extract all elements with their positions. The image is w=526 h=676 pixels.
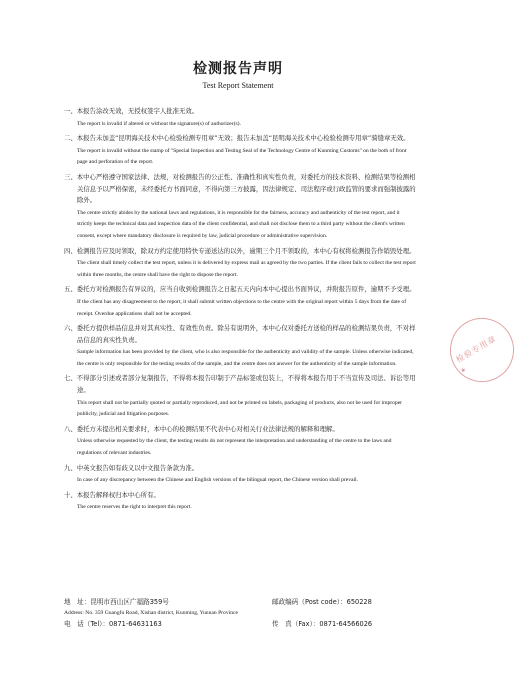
statement-en: If the client has any disagreement to the report, it shall submit written objections to the centre with the original report within 5 days from the date of receipt. Overdue applications shall not be accepted. (77, 298, 407, 317)
address-row (64, 597, 416, 608)
statement-en: The report is invalid without the stamp of "Special Inspection and Testing Seal of the Technology Centre of Kunming Customs" on the both of front page and perforation of the report. (77, 147, 407, 166)
official-seal-stamp (438, 306, 525, 393)
statement-item-4 (64, 246, 416, 282)
statement-zh: 四、检测报告应及时领取，除双方约定使用特快专递送达的以外，逾期三个月不领取的，本中心有权将检测报告作销毁处理。 (64, 246, 416, 255)
fax: 传 真（Fax）：0871-64566026 (272, 620, 373, 628)
statement-en: The client shall timely collect the test report, unless it is delivered by express mail as agreed by the two parties. If the client fails to collect the test report within three months, the centre shall have the right to dispose the report. (77, 260, 416, 278)
address-en-row (64, 608, 416, 619)
statement-zh: 八、委托方未提出相关要求时，本中心的检测结果不代表中心对相关行业法律法规的解释和理解。 (64, 424, 339, 433)
stamp-star-icon: ★ (459, 366, 468, 375)
statement-item-7 (64, 373, 416, 420)
statement-en: The centre reserves the right to interpret this report. (77, 504, 192, 511)
statement-zh: 九、中英文报告如有歧义以中文报告条款为准。 (64, 463, 199, 472)
address-en: Address: No. 359 Guangfu Road, Xishan district, Kunming, Yunnan Province (64, 610, 238, 616)
postcode: 邮政编码（Post code）：650228 (272, 598, 372, 606)
phone-row (64, 619, 416, 630)
statement-list (64, 106, 416, 517)
contact-footer (64, 597, 416, 630)
phone: 电 话（Tel）：0871-64631163 (64, 620, 162, 628)
stamp-text: 检验专用章 (454, 334, 499, 365)
statement-zh: 五、委托方对检测报告有异议的，应当自收到检测报告之日起五天内向本中心提出书面异议，并附报告原件，逾期不予受理。 (64, 285, 416, 294)
statement-en: In case of any discrepancy between the Chinese and English versions of the bilingual report, the Chinese version shall prevail. (77, 477, 358, 484)
statement-item-9 (64, 463, 416, 487)
statement-zh: 一、本报告涂改无效，无授权签字人批准无效。 (64, 107, 199, 115)
statement-en: Sample information has been provided by the client, who is also responsible for the authenticity and validity of the sample. Unless otherwise indicated, the centre is only responsible for the testing results of the sample, and the centre does not answer for the authenticity of the sample information. (77, 349, 414, 367)
page-title: 检测报告声明 (193, 61, 283, 77)
page-subtitle: Test Report Statement (202, 81, 274, 90)
statement-zh: 三、本中心严格遵守国家法律、法规，对检测报告的公正性、准确性和真实性负责，对委托方的技术资料、检测结果等检测相关信息予以严格保密，未经委托方书面同意，不得向第三方披露，因法律规定、司法程序或行政监管的要求而强制披露的除外。 (64, 172, 416, 205)
statement-en: Unless otherwise requested by the client, the testing results do not represent the interpretation and understanding of the centre to the laws and regulations of relevant industries. (77, 438, 392, 457)
statement-zh: 七、不得部分引述或者部分复制报告，不得将本报告印制于产品标签或包装上，不得将本报告用于不当宣传及司法、诉讼等用途。 (64, 374, 416, 395)
statement-item-8 (64, 424, 416, 460)
statement-zh: 二、本报告未加盖“昆明海关技术中心检验检测专用章”无效；报告未加盖“昆明海关技术中心检验检测专用章”骑缝章无效。 (64, 134, 410, 143)
statement-item-3 (64, 172, 416, 243)
statement-item-2 (64, 133, 416, 169)
statement-en: The report is invalid if altered or without the signature(s) of authorizer(s). (77, 120, 241, 127)
statement-item-6 (64, 323, 416, 370)
statement-en: This report shall not be partially quoted or partially reproduced, and not be printed on labels, packaging of products, also not be used for improper publicity, judicial and litigation purposes. (77, 399, 403, 418)
statement-item-5 (64, 284, 416, 320)
statement-item-1 (64, 106, 416, 130)
statement-en: The centre strictly abides by the national laws and regulations, it is responsible for the fairness, accuracy and authenticity of the test report, and it strictly keeps the technical data and inspection data of the client confidential, and shall not disclose them to a third party without the client's written consent, except where mandatory disclosure is required by law, judicial procedure or administrative supervision. (77, 209, 405, 239)
address-zh: 地 址：昆明市西山区广福路359号 (64, 598, 169, 606)
statement-zh: 六、委托方提供样品信息并对其真实性、有效性负责。除另有说明外，本中心仅对委托方送检的样品的检测结果负责，不对样品信息的真实性负责。 (64, 324, 416, 344)
statement-item-10 (64, 490, 416, 514)
statement-zh: 十、本报告解释权归本中心所有。 (64, 490, 160, 499)
